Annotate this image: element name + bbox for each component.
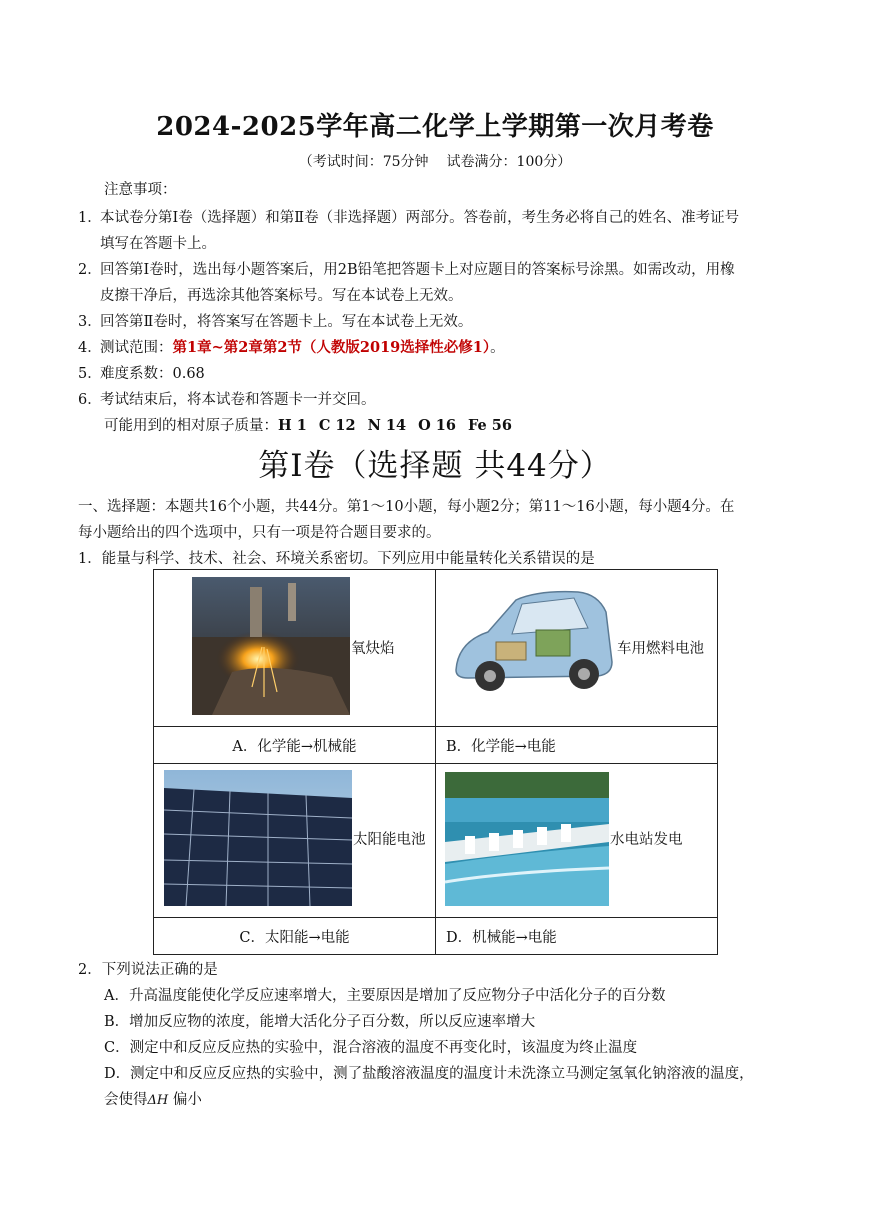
option-a: A．化学能→机械能 — [154, 727, 436, 764]
option-c: C．太阳能→电能 — [154, 918, 436, 955]
notice-item-3: 3．回答第Ⅱ卷时，将答案写在答题卡上。写在本试卷上无效。 — [78, 314, 473, 330]
atomic-masses: 可能用到的相对原子质量：H 1 C 12 N 14 O 16 Fe 56 — [104, 417, 512, 434]
caption-hydro: 水电站发电 — [609, 832, 683, 848]
solar-panel-photo — [164, 770, 352, 906]
notice-item-4: 4．测试范围：第1章~第2章第2节（人教版2019选择性必修1）。 — [78, 339, 505, 356]
q1-cell-a — [154, 570, 436, 727]
notice-item-2-cont: 皮擦干净后，再选涂其他答案标号。写在本试卷上无效。 — [100, 288, 463, 304]
delta-h-symbol: ΔH — [147, 1093, 169, 1108]
q1-stem: 1．能量与科学、技术、社会、环境关系密切。下列应用中能量转化关系错误的是 — [78, 551, 595, 567]
q1-cell-d — [435, 764, 717, 918]
q2-option-d: D．测定中和反应反应热的实验中，测了盐酸溶液温度的温度计未洗涤立马测定氢氧化钠溶液的温度， — [104, 1066, 754, 1082]
notice-item-5: 5．难度系数：0.68 — [78, 366, 205, 382]
section-desc: 一、选择题：本题共16个小题，共44分。第1～10小题，每小题2分；第11～16小题，每小题4分。在 — [78, 499, 735, 515]
oxyacetylene-flame-photo — [192, 577, 350, 715]
caption-fuel-cell: 车用燃料电池 — [616, 641, 704, 657]
caption-flame: 氧炔焰 — [351, 641, 395, 657]
q2-option-c: C．测定中和反应反应热的实验中，混合溶液的温度不再变化时，该温度为终止温度 — [104, 1040, 638, 1056]
option-b: B．化学能→电能 — [435, 727, 717, 764]
hydropower-station-photo — [445, 772, 609, 906]
exam-time: （考试时间：75分钟 — [298, 154, 429, 170]
fuel-cell-car-photo — [448, 582, 616, 700]
exam-title: 2024-2025学年高二化学上学期第一次月考卷 — [156, 112, 714, 142]
q1-cell-c — [154, 764, 436, 918]
q2-option-d-cont: 会使得ΔH 偏小 — [104, 1092, 202, 1108]
notice-item-6: 6．考试结束后，将本试卷和答题卡一并交回。 — [78, 392, 376, 408]
q1-options-table — [153, 569, 718, 955]
notice-item-2: 2．回答第Ⅰ卷时，选出每小题答案后，用2B铅笔把答题卡上对应题目的答案标号涂黑。如需改动，用橡 — [78, 262, 735, 278]
section-desc-cont: 每小题给出的四个选项中，只有一项是符合题目要求的。 — [78, 525, 441, 541]
exam-score: 试卷满分：100分） — [446, 154, 572, 170]
q2-option-b: B．增加反应物的浓度，能增大活化分子百分数，所以反应速率增大 — [104, 1014, 536, 1030]
section-title: 第Ⅰ卷（选择题 共44分） — [258, 448, 612, 484]
q1-cell-b — [435, 570, 717, 727]
exam-subtitle — [0, 151, 870, 171]
test-scope: 第1章~第2章第2节（人教版2019选择性必修1） — [172, 339, 491, 356]
q2-option-a: A．升高温度能使化学反应速率增大，主要原因是增加了反应物分子中活化分子的百分数 — [104, 988, 666, 1004]
caption-solar: 太阳能电池 — [353, 832, 426, 848]
q2-stem: 2．下列说法正确的是 — [78, 962, 218, 978]
notice-heading: 注意事项： — [104, 182, 177, 198]
notice-item-1: 1．本试卷分第Ⅰ卷（选择题）和第Ⅱ卷（非选择题）两部分。答卷前，考生务必将自己的姓名、准考证号 — [78, 210, 740, 226]
option-d: D．机械能→电能 — [435, 918, 717, 955]
notice-item-1-cont: 填写在答题卡上。 — [100, 236, 216, 252]
